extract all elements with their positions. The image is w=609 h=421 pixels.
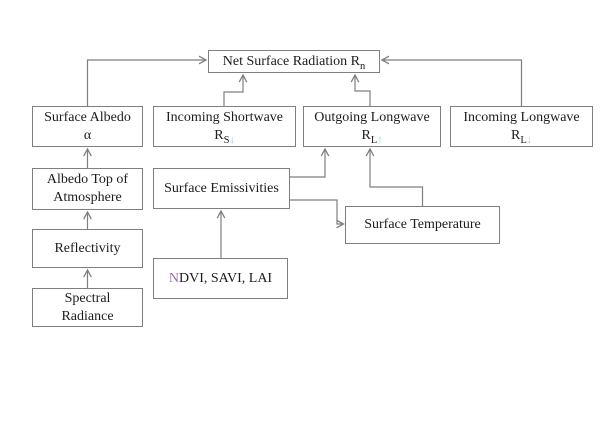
connector-surface-albedo-to-net: [88, 60, 207, 106]
node-outgoing-longwave-label: Outgoing Longwave: [314, 109, 430, 125]
connector-surface-emissivities-to-surface-temperature: [290, 200, 344, 224]
node-net-surface-radiation-label: Net Surface Radiation $R_n$: [222, 53, 366, 72]
node-surface-albedo: [32, 106, 143, 147]
node-spectral-radiance: [32, 288, 143, 327]
node-albedo-toa-label-line1: Albedo Top of: [46, 172, 129, 187]
node-surface-albedo-symbol: α: [83, 127, 92, 143]
down-arrow-glyph: ↓: [526, 134, 532, 146]
connector-surface-emissivities-to-outgoing-longwave: [290, 149, 325, 177]
node-ndvi-savi-lai: [153, 258, 288, 299]
connector-incoming-shortwave-to-net: [224, 75, 243, 106]
node-outgoing-longwave-symbol: $R_{L↑}$: [361, 127, 383, 146]
node-incoming-shortwave-symbol: $R_{S↓}$: [214, 127, 235, 146]
up-arrow-glyph: ↑: [377, 134, 383, 146]
node-surface-albedo-label: Surface Albedo: [44, 109, 131, 125]
node-incoming-longwave: [450, 106, 593, 147]
node-net-surface-radiation: [208, 50, 380, 73]
node-incoming-longwave-label: Incoming Longwave: [463, 109, 580, 125]
node-incoming-shortwave-label: Incoming Shortwave: [165, 109, 284, 125]
node-surface-emissivities: [153, 168, 290, 209]
connector-outgoing-longwave-to-net: [355, 75, 370, 106]
node-surface-temperature: [345, 206, 500, 244]
node-surface-temperature-label: Surface Temperature: [364, 217, 481, 232]
connector-surface-temperature-to-outgoing-longwave: [370, 149, 423, 206]
node-spectral-radiance-label-line1: Spectral: [64, 290, 111, 306]
node-reflectivity-label: Reflectivity: [54, 240, 121, 256]
node-incoming-shortwave: [153, 106, 296, 147]
down-arrow-glyph: ↓: [229, 134, 235, 146]
node-reflectivity: [32, 229, 143, 268]
connector-incoming-longwave-to-net: [382, 60, 522, 106]
node-spectral-radiance-label-line2: Radiance: [61, 308, 114, 324]
node-surface-emissivities-label: Surface Emissivities: [164, 180, 279, 196]
node-albedo-top-of-atmosphere: [32, 168, 143, 210]
node-incoming-longwave-symbol: $R_{L↓}$: [510, 127, 532, 146]
node-ndvi-savi-lai-label: NDVI, SAVI, LAI: [168, 270, 273, 286]
node-outgoing-longwave: [303, 106, 441, 147]
node-albedo-toa-label-line2: Atmosphere: [53, 190, 122, 205]
